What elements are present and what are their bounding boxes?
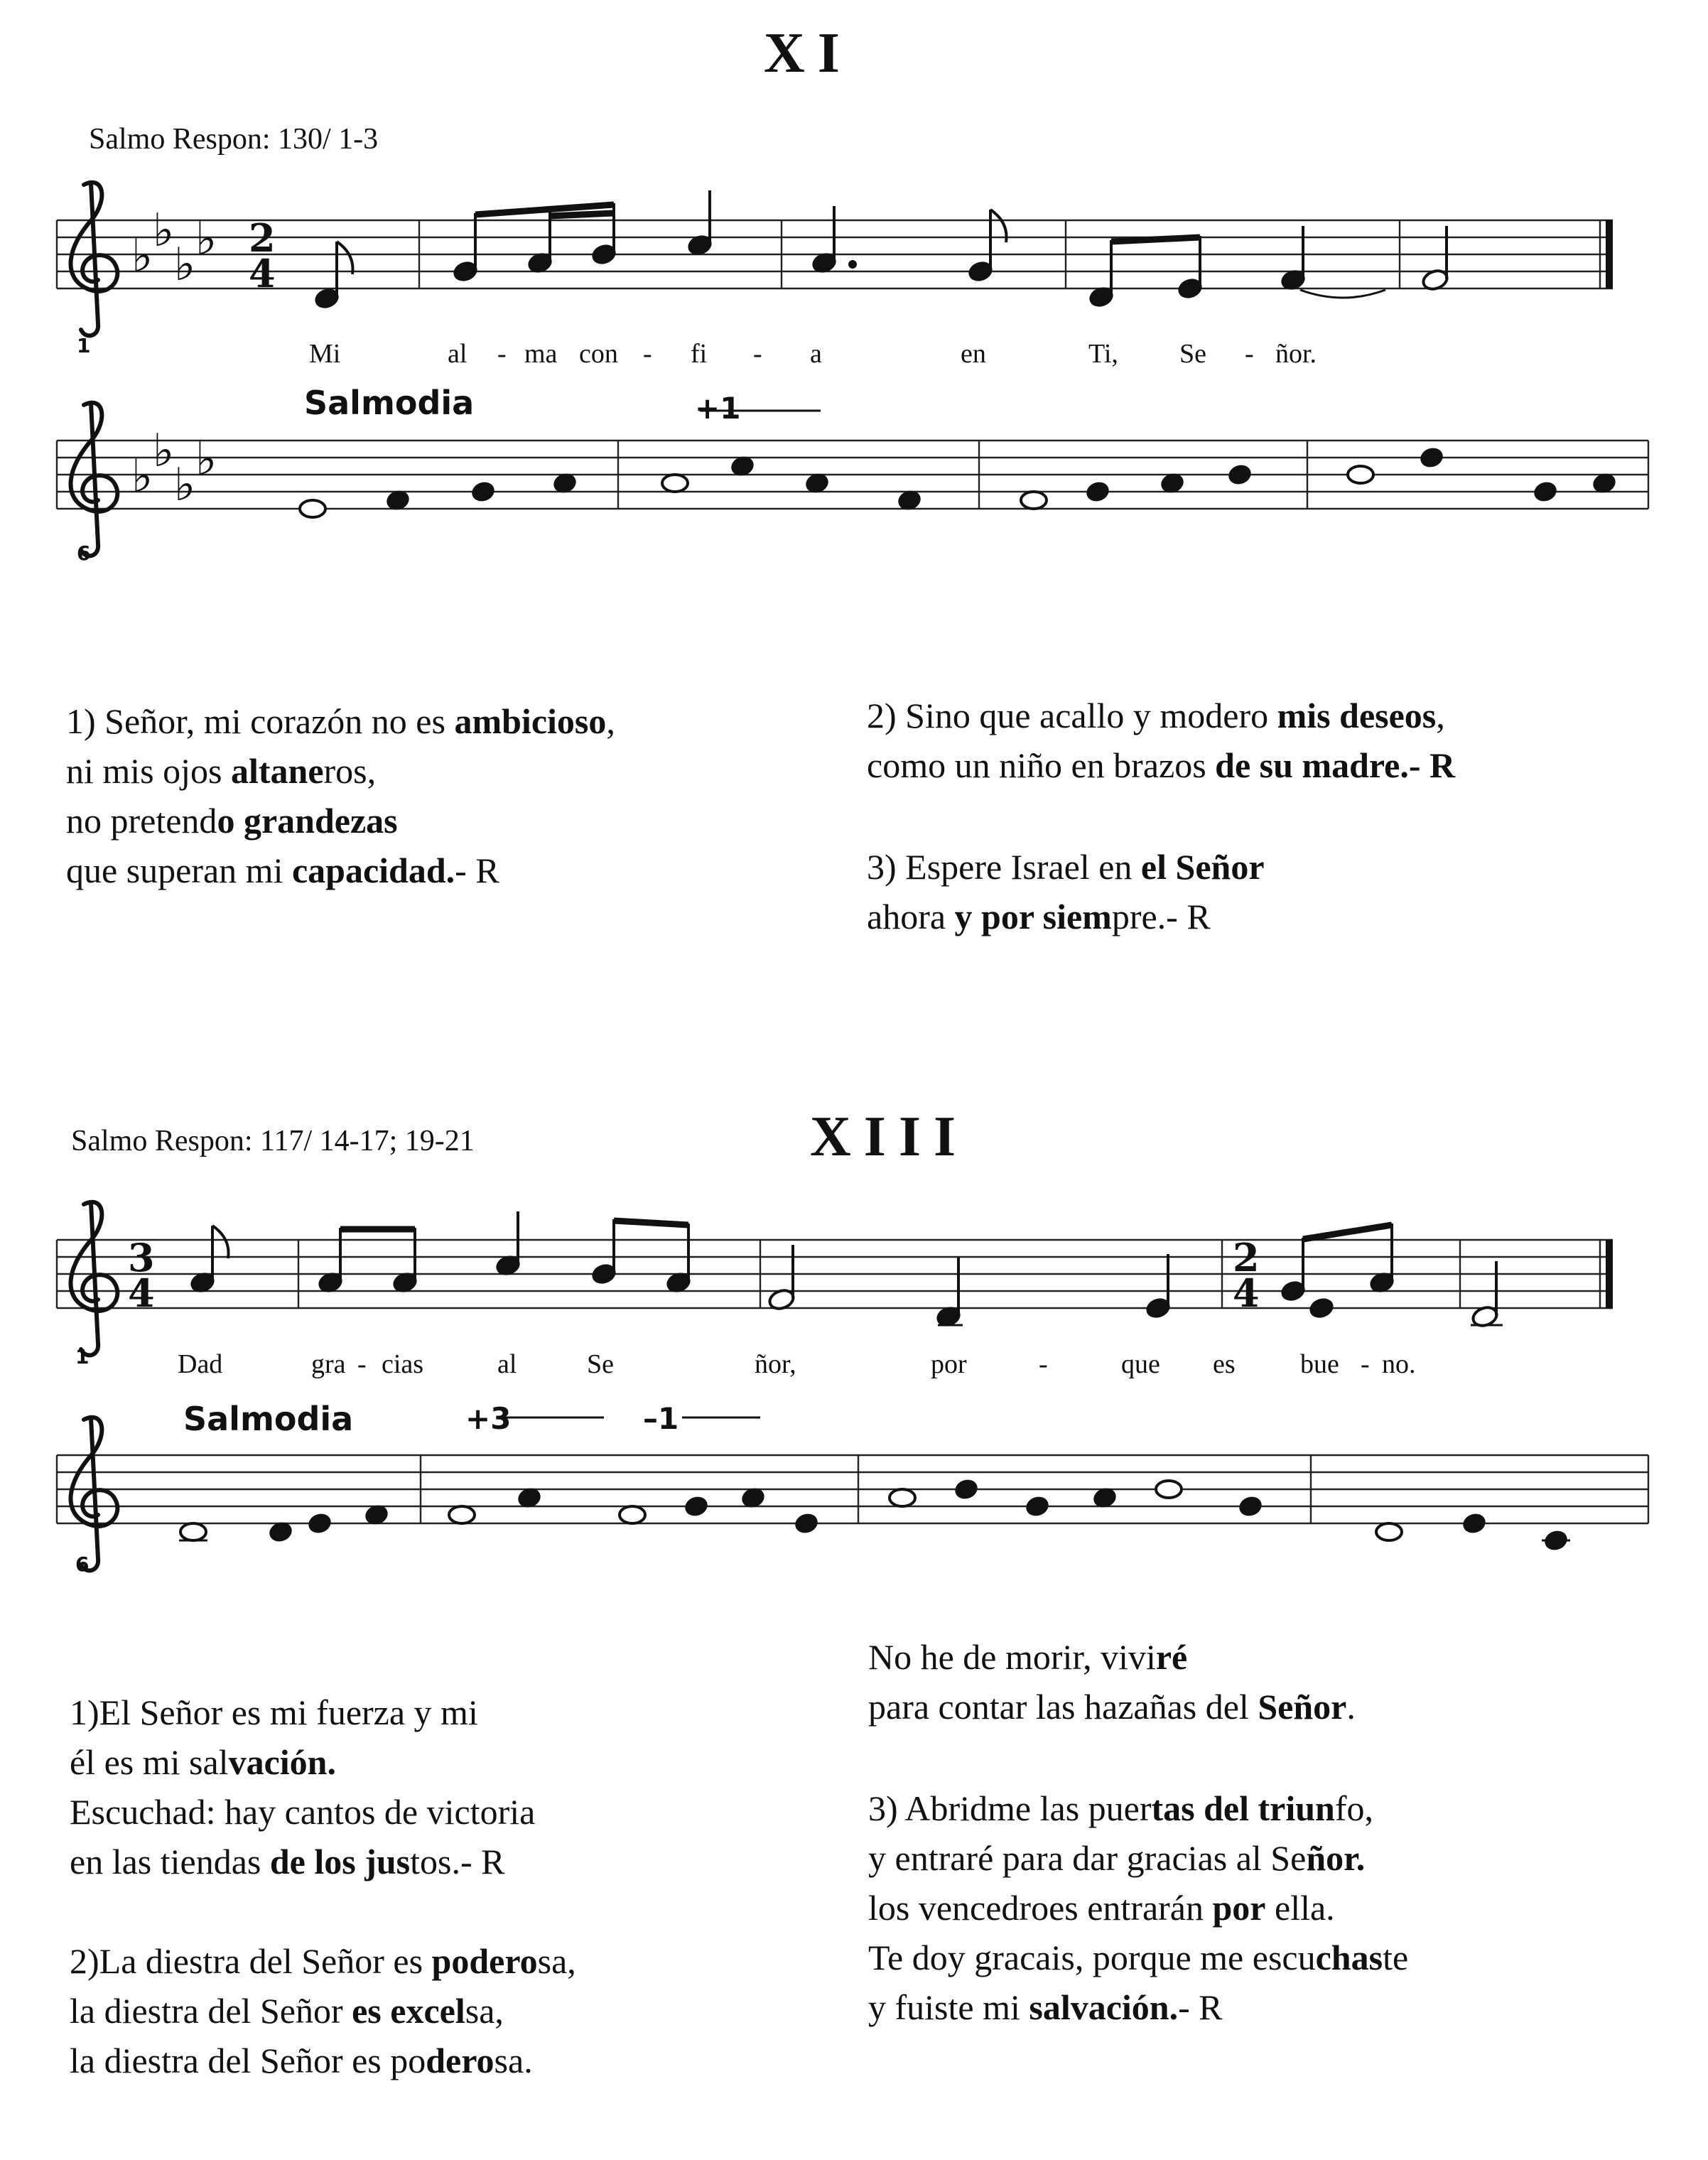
- text-segment: fo,: [1334, 1788, 1374, 1828]
- notes-xiii-2: [179, 1418, 1570, 1551]
- system-number: 1: [75, 1345, 90, 1368]
- stanza-line: [66, 846, 615, 895]
- bold-segment: mis deseos: [1277, 696, 1437, 735]
- text-segment: ros,: [323, 751, 377, 791]
- svg-text:♭: ♭: [131, 450, 153, 503]
- stanza-line: [70, 1737, 535, 1787]
- stanza-line: [70, 1787, 535, 1837]
- lyric-syllable: Se: [587, 1349, 614, 1379]
- psalm-reference: Salmo Respon: 130/ 1-3: [89, 123, 379, 156]
- stanza-line: [868, 1783, 1408, 1833]
- stanza-line: [868, 1632, 1356, 1682]
- text-segment: 2)La diestra del Señor es: [70, 1941, 432, 1981]
- lyric-syllable: -: [357, 1349, 367, 1379]
- staff-xi-2: [57, 441, 1648, 509]
- text-segment: como un niño en brazos: [867, 745, 1216, 785]
- stanza-2: [867, 691, 1455, 790]
- lyric-syllable: es: [1213, 1349, 1236, 1379]
- bold-segment: vación.: [228, 1742, 336, 1782]
- recitation-mark: –1: [643, 1401, 679, 1436]
- bold-segment: salvación.: [1029, 1987, 1179, 2027]
- text-segment: 3) Abridme las puer: [868, 1788, 1152, 1828]
- text-segment: toria: [470, 1792, 536, 1832]
- recitation-mark: +3: [465, 1401, 512, 1436]
- svg-text:3: 3: [128, 1235, 155, 1280]
- svg-text:2: 2: [249, 215, 276, 261]
- stanza-line: [868, 1982, 1408, 2032]
- text-segment: la diestra del Señor: [70, 1991, 352, 2031]
- lyric-syllable: bue: [1300, 1349, 1339, 1379]
- stanza-line: [70, 1936, 576, 1986]
- text-segment: que superan mi: [66, 850, 292, 890]
- salmodia-label: Salmodia: [183, 1400, 354, 1438]
- bold-segment: chas: [1315, 1938, 1383, 1977]
- lyric-syllable: -: [1245, 339, 1254, 369]
- lyric-syllable: -: [497, 339, 507, 369]
- bold-segment: Señor: [1258, 1687, 1347, 1727]
- psalm-reference: Salmo Respon: 117/ 14-17; 19-21: [71, 1125, 475, 1157]
- system-number: 6: [77, 541, 91, 565]
- text-segment: 1)El Señor es mi fuerza y mi: [70, 1692, 478, 1732]
- text-segment: ella.: [1265, 1888, 1335, 1928]
- lyric-syllable: al: [448, 339, 467, 369]
- bold-segment: altane: [230, 751, 324, 791]
- text-segment: - R: [455, 850, 499, 890]
- recitation-mark: +1: [695, 391, 741, 426]
- stanza-line: [66, 796, 615, 846]
- text-segment: - R: [1178, 1987, 1223, 2027]
- stanza-3: [867, 842, 1265, 941]
- stanza-3: [868, 1783, 1408, 2032]
- key-signature-flats: [131, 425, 217, 512]
- stanza-2: [70, 1936, 576, 2085]
- text-segment: los vencedroes entrarán: [868, 1888, 1213, 1928]
- svg-text:4: 4: [128, 1270, 155, 1316]
- section-title-xiii: XIII: [810, 1106, 969, 1168]
- stanza-1: [70, 1688, 535, 1886]
- svg-text:4: 4: [1233, 1270, 1260, 1316]
- text-segment: ni mis ojos: [66, 751, 231, 791]
- stanza-line: [66, 696, 615, 746]
- salmodia-label: Salmodia: [304, 384, 475, 422]
- lyric-syllable: gra: [311, 1349, 346, 1379]
- system-number: 1: [77, 334, 91, 357]
- lyric-syllable: fi: [691, 339, 708, 369]
- lyric-syllable: -: [1039, 1349, 1048, 1379]
- stanza-line: [868, 1883, 1408, 1933]
- stanza-1: [66, 696, 615, 895]
- svg-text:♭: ♭: [195, 213, 217, 266]
- stanza-line: [867, 842, 1265, 892]
- lyric-syllable: Dad: [178, 1349, 223, 1379]
- bold-segment: y por siem: [954, 897, 1112, 936]
- lyric-syllable: ma: [524, 339, 558, 369]
- stanza-line: [70, 1986, 576, 2036]
- text-segment: .: [1346, 1687, 1356, 1727]
- text-segment: ahora: [867, 897, 955, 936]
- text-segment: ,: [1436, 696, 1445, 735]
- svg-text:♭: ♭: [195, 433, 217, 486]
- bold-segment: capacidad.: [291, 850, 455, 890]
- text-segment: sa,: [465, 1991, 504, 2031]
- lyric-syllable: cias: [382, 1349, 424, 1379]
- lyric-syllable: en: [961, 339, 986, 369]
- text-segment: tos.- R: [410, 1842, 505, 1881]
- stanza-line: [867, 691, 1455, 740]
- text-segment: sa,: [537, 1941, 576, 1981]
- bold-segment: de su madre.- R: [1215, 745, 1456, 785]
- bold-segment: el Señor: [1140, 847, 1265, 887]
- text-segment: No he de morir, vivi: [868, 1637, 1156, 1677]
- stanza-line: [70, 1837, 535, 1886]
- system-number: 6: [75, 1552, 90, 1576]
- text-segment: no pretend: [66, 801, 217, 841]
- text-segment: 1) Señor, mi corazón no es: [66, 701, 455, 741]
- treble-clef-icon: [70, 403, 117, 556]
- bold-segment: ambicioso: [454, 701, 607, 741]
- lyric-syllable: ñor,: [755, 1349, 796, 1379]
- text-segment: y fuiste mi: [868, 1987, 1029, 2027]
- svg-text:♭: ♭: [174, 459, 196, 512]
- text-segment: Te doy gracais, porque me escu: [868, 1938, 1316, 1977]
- stanza-line: [867, 740, 1455, 790]
- text-segment: te: [1383, 1938, 1409, 1977]
- notes-xi-2: [300, 411, 1616, 517]
- stanza-line: [868, 1933, 1408, 1982]
- stanza-line: [70, 1688, 535, 1737]
- lyric-syllable: Mi: [309, 339, 341, 369]
- bold-segment: por: [1212, 1888, 1266, 1928]
- key-signature-flats: [131, 205, 217, 291]
- bold-segment: ñor.: [1306, 1838, 1366, 1878]
- bold-segment: podero: [431, 1941, 538, 1981]
- text-segment: la diestra del Señor es po: [70, 2041, 426, 2080]
- lyric-syllable: con: [579, 339, 618, 369]
- bold-segment: o grandezas: [217, 801, 398, 841]
- treble-clef-icon: [70, 1202, 117, 1356]
- svg-text:♭: ♭: [174, 239, 196, 291]
- lyric-syllable: por: [931, 1349, 967, 1379]
- lyric-syllable: a: [810, 339, 822, 369]
- stanza-line: [868, 1682, 1356, 1732]
- stanza-continuation: [868, 1632, 1356, 1732]
- bold-segment: es excel: [352, 1991, 465, 2031]
- svg-text:4: 4: [249, 251, 276, 296]
- text-segment: pre.- R: [1111, 897, 1211, 936]
- svg-text:2: 2: [1233, 1235, 1260, 1280]
- text-segment: ,: [606, 701, 615, 741]
- lyric-syllable: Ti,: [1088, 339, 1118, 369]
- stanza-line: [66, 746, 615, 796]
- text-segment: Escuchad: hay cantos de vic: [70, 1792, 470, 1832]
- lyric-syllable: no.: [1382, 1349, 1416, 1379]
- text-segment: 3) Espere Israel en: [867, 847, 1141, 887]
- text-segment: y entraré para dar gracias al Se: [868, 1838, 1307, 1878]
- lyric-syllable: -: [1361, 1349, 1370, 1379]
- stanza-line: [70, 2036, 576, 2085]
- bold-segment: dero: [426, 2041, 494, 2080]
- notes-xiii-1: [190, 1211, 1503, 1329]
- lyric-syllable: al: [497, 1349, 517, 1379]
- lyric-syllable: que: [1121, 1349, 1160, 1379]
- text-segment: en las tiendas: [70, 1842, 270, 1881]
- lyric-syllable: Se: [1179, 339, 1206, 369]
- section-title-xi: XI: [764, 22, 853, 85]
- svg-text:♭: ♭: [153, 425, 175, 477]
- lyric-syllable: ñor.: [1275, 339, 1317, 369]
- lyric-syllable: -: [753, 339, 762, 369]
- treble-clef-icon: [70, 1418, 117, 1571]
- stanza-line: [867, 892, 1265, 941]
- bold-segment: de los jus: [269, 1842, 411, 1881]
- time-signature: [249, 215, 276, 296]
- stanza-line: [868, 1833, 1408, 1883]
- treble-clef-icon: [70, 183, 117, 336]
- svg-text:♭: ♭: [131, 230, 153, 283]
- text-segment: 2) Sino que acallo y modero: [867, 696, 1277, 735]
- bold-segment: ré: [1155, 1637, 1188, 1677]
- text-segment: él es mi sal: [70, 1742, 229, 1782]
- notes-xi-1: [314, 190, 1449, 309]
- lyric-syllable: -: [643, 339, 652, 369]
- text-segment: para contar las hazañas del: [868, 1687, 1258, 1727]
- staff-xiii-2: [57, 1455, 1648, 1523]
- bold-segment: tas del triun: [1151, 1788, 1335, 1828]
- svg-text:♭: ♭: [153, 205, 175, 257]
- text-segment: sa.: [494, 2041, 533, 2080]
